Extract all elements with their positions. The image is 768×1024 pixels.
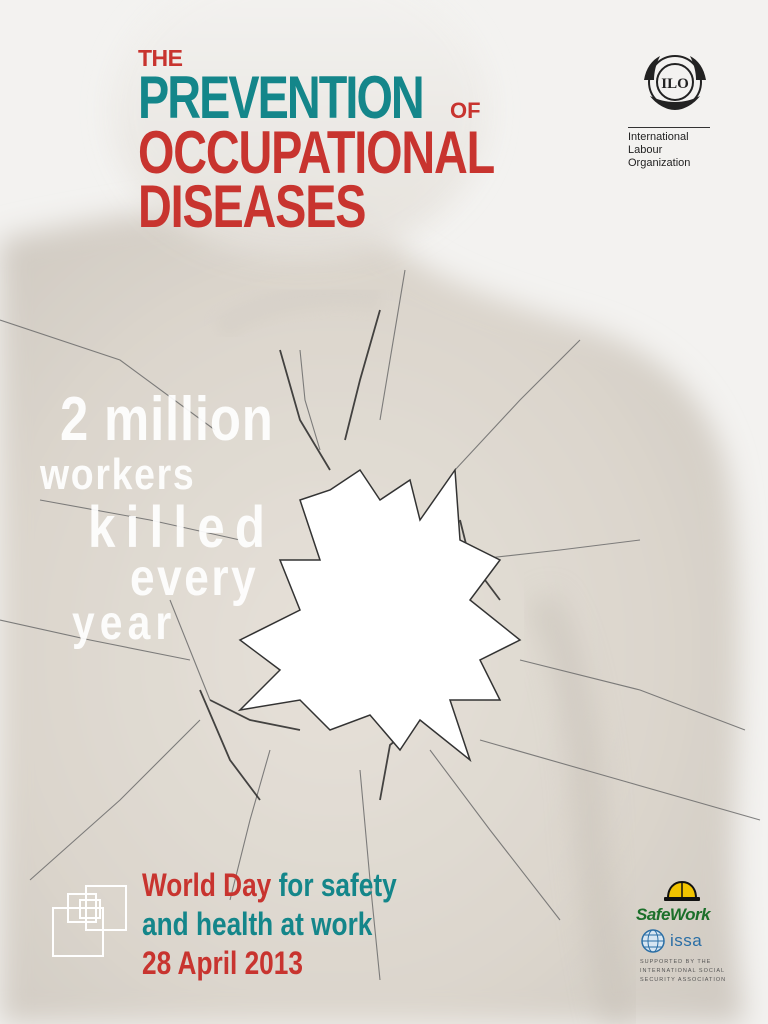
stat-line-2-million: 2 million (60, 385, 274, 454)
issa-row (640, 928, 750, 954)
issa-name: issa (670, 931, 703, 950)
ilo-logo-text: ILO (661, 76, 689, 92)
globe-icon (640, 928, 666, 954)
event-date: 28 April 2013 (142, 945, 303, 981)
safework-logo (636, 880, 736, 925)
event-world-day: World Day (142, 867, 272, 903)
stat-line-every: every (130, 549, 259, 607)
ilo-name-line1: International (628, 131, 689, 143)
title-the: THE (138, 45, 183, 71)
ilo-divider (628, 127, 710, 128)
ilo-emblem-icon (636, 50, 714, 114)
title-prevention: PREVENTION (138, 64, 423, 131)
issa-logo (640, 928, 750, 985)
title-row-prevention (138, 64, 594, 131)
stat-line-year: year (72, 597, 177, 650)
overlapping-squares-icon (50, 880, 140, 960)
title-occupational: OCCUPATIONAL (138, 119, 494, 186)
stat-line-killed: killed (88, 495, 276, 560)
stat-line-workers: workers (40, 450, 196, 499)
ilo-name-line2: Labour (628, 144, 663, 156)
world-day-announcement (142, 866, 397, 983)
poster-title (138, 45, 594, 240)
title-diseases: DISEASES (138, 173, 366, 240)
hard-hat-icon (662, 880, 702, 902)
event-for-safety: for safety (271, 867, 397, 903)
safework-safe: Safe (636, 905, 670, 924)
safework-wordmark (636, 905, 736, 925)
event-line1 (142, 866, 397, 905)
event-line2: and health at work (142, 906, 373, 942)
issa-support-note: SUPPORTED BY THE INTERNATIONAL SOCIAL SECURITY ASSOCIATION (640, 959, 727, 983)
safework-work: Work (669, 905, 711, 924)
ilo-name-line3: Organization (628, 157, 691, 169)
ilo-branding (628, 50, 728, 170)
title-of: OF (450, 98, 481, 123)
